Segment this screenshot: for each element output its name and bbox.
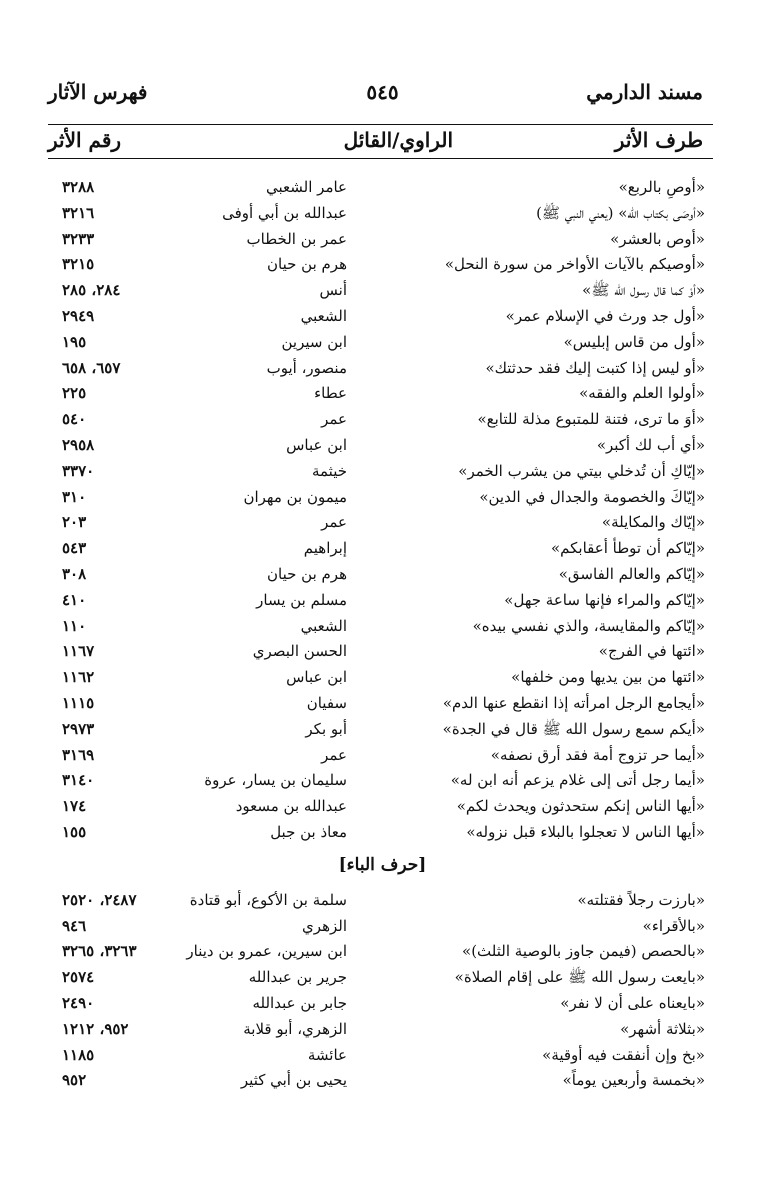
column-headers: [40, 128, 725, 158]
column-header-rawi: الراوي/القائل: [343, 128, 453, 152]
section-heading-ba: [حرف الباء]: [338, 854, 427, 875]
table-row: [0, 539, 765, 565]
athar-text: «بخ وإن أنفقت فيه أوقية»: [542, 1045, 705, 1064]
table-row: [0, 307, 765, 333]
athar-number: ٣٣٧٠: [62, 461, 95, 480]
athar-text: «أي أب لك أكبر»: [596, 435, 705, 454]
athar-number: ١١٦٧: [62, 642, 95, 661]
narrator-text: أنس: [319, 281, 347, 300]
table-row: [0, 917, 765, 943]
narrator-text: عائشة: [307, 1045, 347, 1064]
athar-text: «بارزت رجلاً فقتلته»: [577, 890, 705, 909]
table-row: [0, 642, 765, 668]
athar-text: «بثلاثة أشهر»: [620, 1019, 705, 1038]
book-title: مسند الدارمي: [586, 80, 703, 104]
index-table-alif: [0, 178, 765, 849]
narrator-text: أبو بكر: [305, 719, 347, 738]
athar-number: ٣١٦٩: [62, 745, 95, 764]
table-row: [0, 333, 765, 359]
column-header-rule: [48, 158, 713, 159]
table-row: [0, 591, 765, 617]
athar-text: «أيها الناس لا تعجلوا بالبلاء قبل نزوله»: [466, 822, 705, 841]
table-row: [0, 513, 765, 539]
table-row: [0, 255, 765, 281]
athar-number: ١٧٤: [62, 797, 87, 816]
narrator-text: يحيى بن أبي كثير: [240, 1071, 347, 1090]
athar-number: ٢٠٣: [62, 513, 87, 532]
athar-number: ١١٦٢: [62, 668, 95, 687]
table-row: [0, 994, 765, 1020]
table-row: [0, 488, 765, 514]
athar-number: ٢٥٧٤: [62, 968, 95, 987]
athar-number: ٣٢١٥: [62, 255, 95, 274]
athar-number: ١٩٥: [62, 332, 87, 351]
narrator-text: سليمان بن يسار، عروة: [204, 771, 347, 790]
index-table-ba: [0, 891, 765, 1097]
table-row: [0, 797, 765, 823]
athar-number: ٢٩٤٩: [62, 306, 95, 325]
table-row: [0, 617, 765, 643]
narrator-text: ميمون بن مهران: [243, 487, 347, 506]
narrator-text: سلمة بن الأكوع، أبو قتادة: [189, 890, 347, 909]
athar-number: ٣٢١٦: [62, 203, 95, 222]
table-row: [0, 1071, 765, 1097]
athar-text: «أو ليس إذا كتبت إليك فقد حدثتك»: [485, 358, 705, 377]
table-row: [0, 694, 765, 720]
narrator-text: الزهري: [302, 916, 347, 935]
table-row: [0, 746, 765, 772]
table-row: [0, 204, 765, 230]
athar-text: «ائتها في الفرج»: [598, 642, 705, 661]
narrator-text: عمر: [321, 410, 347, 429]
narrator-text: عمر بن الخطاب: [246, 229, 347, 248]
athar-text: «إيّاكَ والخصومة والجدال في الدين»: [479, 487, 705, 506]
athar-number: ٢٨٤، ٢٨٥: [62, 281, 121, 300]
athar-number: ٢٢٥: [62, 384, 87, 403]
column-header-number: رقم الأثر: [48, 128, 122, 152]
table-row: [0, 771, 765, 797]
table-row: [0, 230, 765, 256]
athar-text: «أول من قاس إبليس»: [563, 332, 705, 351]
narrator-text: عبدالله بن مسعود: [235, 797, 347, 816]
athar-text: «أوْ كما قال رسول الله ﷺ»: [582, 281, 705, 300]
athar-text: «بايعت رسول الله ﷺ على إقام الصلاة»: [454, 968, 705, 987]
athar-text: «بالأقراء»: [642, 916, 705, 935]
table-row: [0, 1046, 765, 1072]
athar-number: ٣١٤٠: [62, 771, 95, 790]
athar-text: «أيما حر تزوج أمة فقد أرق نصفه»: [490, 745, 705, 764]
narrator-text: هرم بن حيان: [267, 255, 347, 274]
athar-text: «إيّاك والمكايلة»: [601, 513, 705, 532]
athar-number: ٢٩٥٨: [62, 435, 95, 454]
athar-text: «ائتها من بين يديها ومن خلفها»: [511, 668, 705, 687]
athar-text: «بالحصص (فيمن جاوز بالوصية الثلث)»: [462, 942, 705, 961]
narrator-text: عبدالله بن أبي أوفى: [222, 203, 347, 222]
narrator-text: جابر بن عبدالله: [252, 993, 347, 1012]
athar-text: «أوصَى بكتاب الله» (يعني النبي ﷺ): [536, 203, 705, 222]
athar-number: ٣٢٨٨: [62, 178, 95, 196]
athar-number: ٦٥٧، ٦٥٨: [62, 358, 121, 377]
narrator-text: إبراهيم: [303, 539, 347, 558]
athar-number: ٤١٠: [62, 590, 87, 609]
narrator-text: هرم بن حيان: [267, 564, 347, 583]
athar-number: ٥٤٣: [62, 539, 87, 558]
table-row: [0, 436, 765, 462]
athar-number: ٥٤٠: [62, 410, 87, 429]
narrator-text: مسلم بن يسار: [256, 590, 347, 609]
athar-number: ١٥٥: [62, 822, 87, 841]
narrator-text: الشعبي: [300, 616, 347, 635]
narrator-text: الحسن البصري: [252, 642, 347, 661]
table-row: [0, 281, 765, 307]
table-row: [0, 1020, 765, 1046]
athar-number: ٩٥٢، ١٢١٢: [62, 1019, 129, 1038]
table-row: [0, 462, 765, 488]
narrator-text: ابن سيرين، عمرو بن دينار: [186, 942, 347, 961]
narrator-text: ابن عباس: [286, 435, 347, 454]
narrator-text: عمر: [321, 513, 347, 532]
athar-text: «إيّاكم والمراء فإنها ساعة جهل»: [504, 590, 705, 609]
athar-text: «إيّاكم أن توطأ أعقابكم»: [550, 539, 705, 558]
table-row: [0, 359, 765, 385]
index-title: فهرس الآثار: [48, 80, 148, 104]
narrator-text: عمر: [321, 745, 347, 764]
athar-text: «أوص بالعشر»: [610, 229, 705, 248]
athar-text: «أوَ ما ترى، فتنة للمتبوع مذلة للتابع»: [477, 410, 705, 429]
table-row: [0, 942, 765, 968]
header-rule: [48, 124, 713, 125]
narrator-text: منصور، أيوب: [266, 358, 347, 377]
athar-number: ١١٨٥: [62, 1045, 95, 1064]
table-row: [0, 823, 765, 849]
athar-number: ٢٤٩٠: [62, 993, 95, 1012]
athar-text: «أيما رجل أتى إلى غلام يزعم أنه ابن له»: [450, 771, 705, 790]
running-head: [40, 80, 725, 114]
narrator-text: عامر الشعبي: [266, 178, 347, 196]
athar-text: «أيجامع الرجل امرأته إذا انقطع عنها الدم»: [442, 693, 705, 712]
table-row: [0, 565, 765, 591]
table-row: [0, 178, 765, 204]
narrator-text: ابن عباس: [286, 668, 347, 687]
athar-text: «أوصِ بالربع»: [618, 178, 705, 196]
athar-number: ٣٠٨: [62, 564, 87, 583]
athar-text: «إيّاكم والمقايسة، والذي نفسي بيده»: [472, 616, 705, 635]
athar-number: ١١١٥: [62, 693, 95, 712]
table-row: [0, 410, 765, 436]
table-row: [0, 720, 765, 746]
narrator-text: الزهري، أبو قلابة: [243, 1019, 347, 1038]
athar-number: ٩٥٢: [62, 1071, 87, 1090]
table-row: [0, 384, 765, 410]
athar-number: ٢٩٧٣: [62, 719, 95, 738]
table-row: [0, 668, 765, 694]
narrator-text: جرير بن عبدالله: [248, 968, 347, 987]
table-row: [0, 891, 765, 917]
athar-text: «إيّاكم والعالم الفاسق»: [558, 564, 705, 583]
athar-text: «بخمسة وأربعين يوماً»: [562, 1071, 705, 1090]
narrator-text: معاذ بن جبل: [270, 822, 347, 841]
narrator-text: الشعبي: [300, 306, 347, 325]
page-number: ٥٤٥: [366, 80, 399, 104]
athar-text: «أول جد ورث في الإسلام عمر»: [505, 306, 705, 325]
narrator-text: سفيان: [306, 693, 347, 712]
athar-number: ٣٢٣٣: [62, 229, 95, 248]
athar-text: «أيها الناس إنكم ستحدثون ويحدث لكم»: [456, 797, 705, 816]
athar-number: ٣٢٦٣، ٣٢٦٥: [62, 942, 137, 961]
athar-number: ٢٤٨٧، ٢٥٢٠: [62, 890, 137, 909]
athar-text: «أوصيكم بالآيات الأواخر من سورة النحل»: [444, 255, 705, 274]
athar-text: «أيكم سمع رسول الله ﷺ قال في الجدة»: [442, 719, 705, 738]
athar-number: ٩٤٦: [62, 916, 87, 935]
narrator-text: عطاء: [314, 384, 347, 403]
athar-text: «أولوا العلم والفقه»: [579, 384, 705, 403]
narrator-text: ابن سيرين: [281, 332, 347, 351]
athar-number: ١١٠: [62, 616, 87, 635]
table-row: [0, 968, 765, 994]
athar-text: «إيّاكِ أن تُدخلي بيتي من يشرب الخمر»: [458, 461, 705, 480]
narrator-text: خيثمة: [311, 461, 347, 480]
athar-number: ٣١٠: [62, 487, 87, 506]
athar-text: «بايعناه على أن لا نفر»: [560, 993, 705, 1012]
column-header-athar: طرف الأثر: [614, 128, 703, 152]
